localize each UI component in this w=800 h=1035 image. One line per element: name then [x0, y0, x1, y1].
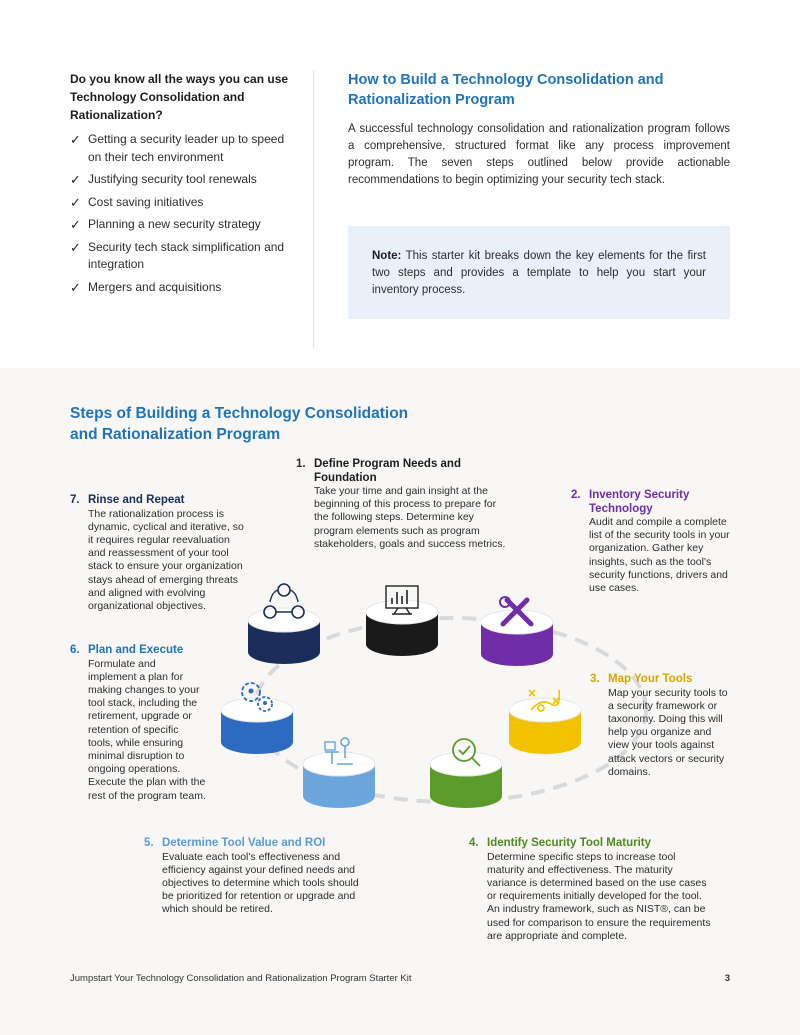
cylinder-step-5 [303, 738, 375, 808]
step-1-number: 1. [296, 458, 306, 470]
cylinder-step-1 [366, 586, 438, 656]
checklist-item: ✓ Security tech stack simplification and integration [70, 239, 285, 271]
step-7-title: Rinse and Repeat [88, 494, 185, 506]
step-6-text: Formulate and implement a plan for making changes to your tool stack, including the retirement, upgrade or retention of specific tools, while ensuring minimal disruption to ongoing operations. Execute the plan with the rest of the program team. [88, 657, 206, 802]
cylinders-layer [221, 584, 581, 808]
check-icon: ✓ [70, 172, 81, 187]
step-5-number: 5. [144, 837, 154, 849]
checklist-item: ✓ Getting a security leader up to speed on their tech environment [70, 132, 285, 164]
step-3-title: Map Your Tools [608, 673, 693, 685]
step-7-text: The rationalization process is dynamic, cyclical and iterative, so it requires regular reevaluation and reassessment of your tool stack to ensure your organization stays ahead of emerging threats and aligned with evolving organizational objectives. [88, 507, 244, 612]
step-5 [144, 837, 362, 917]
cylinder-step-3 [509, 690, 581, 754]
steps-heading: Steps of Building a Technology Consolidation and Rationalization Program [70, 405, 409, 443]
program-heading: How to Build a Technology Consolidation and Rationalization Program [348, 72, 664, 108]
step-2-title: Inventory Security Technology [589, 489, 690, 515]
step-5-text: Evaluate each tool's effectiveness and efficiency against your defined needs and objectives to determine which tools should be prioritized for retention or upgrade and which should be retired. [162, 850, 359, 916]
checklist-item: ✓ Cost saving initiatives [70, 194, 204, 210]
check-icon: ✓ [70, 132, 81, 147]
step-7-number: 7. [70, 494, 80, 506]
step-4-text: Determine specific steps to increase tool maturity and effectiveness. The maturity variance is determined based on the use cases or requirements initially developed for the tool. An industry framework, such as NIST®, can be used for comparison to ensure the requirements are appropriate and complete. [487, 850, 711, 942]
use-cases-question: Do you know all the ways you can use Technology Consolidation and Rationalization? [70, 72, 289, 122]
step-6 [70, 644, 206, 803]
step-2 [571, 489, 734, 595]
checklist-item: ✓ Mergers and acquisitions [70, 279, 222, 295]
step-4-title: Identify Security Tool Maturity [487, 837, 651, 849]
step-5-title: Determine Tool Value and ROI [162, 837, 326, 849]
program-intro-text: A successful technology consolidation and rationalization program follows a comprehensive, structured format like any process improvement program. The seven steps outlined below provide actionable recommendations to begin optimizing your security tech stack. [348, 123, 730, 186]
step-6-number: 6. [70, 644, 80, 656]
step-2-text: Audit and compile a complete list of the security tools in your organization. Gather key insights, such as the tool's security functions, drivers and use cases. [589, 516, 730, 595]
step-7 [70, 494, 250, 613]
check-icon: ✓ [70, 239, 81, 255]
page-number: 3 [724, 973, 730, 984]
step-1-title: Define Program Needs and Foundation [314, 458, 461, 484]
step-3-text: Map your security tools to a security framework or taxonomy. Doing this will help you organize and view your tools against attack vectors or security domains. [608, 686, 728, 778]
step-3-number: 3. [590, 673, 600, 685]
footer-text: Jumpstart Your Technology Consolidation and Rationalization Program Starter Kit [70, 973, 412, 984]
step-1 [296, 458, 509, 551]
checklist-item: ✓ Justifying security tool renewals [70, 172, 257, 187]
checklist-item: ✓ Planning a new security strategy [70, 217, 261, 232]
step-3 [590, 673, 734, 779]
note-text: This starter kit breaks down the key elements for the first two steps and provides a template to help you start your inventory process. [372, 250, 706, 296]
cylinder-step-7 [248, 584, 320, 664]
step-4-number: 4. [469, 837, 479, 849]
step-6-title: Plan and Execute [88, 644, 184, 656]
note-label: Note: [372, 250, 402, 262]
step-1-text: Take your time and gain insight at the beginning of this process to prepare for the following steps. Determine key program elements such as program stakeholders, goals and success metrics. [314, 485, 506, 550]
check-icon: ✓ [70, 217, 81, 232]
step-4 [469, 837, 712, 943]
check-icon: ✓ [70, 279, 81, 295]
step-2-number: 2. [571, 489, 581, 501]
check-icon: ✓ [70, 194, 81, 210]
cylinder-step-4 [430, 739, 502, 808]
cylinder-step-2 [481, 597, 553, 666]
